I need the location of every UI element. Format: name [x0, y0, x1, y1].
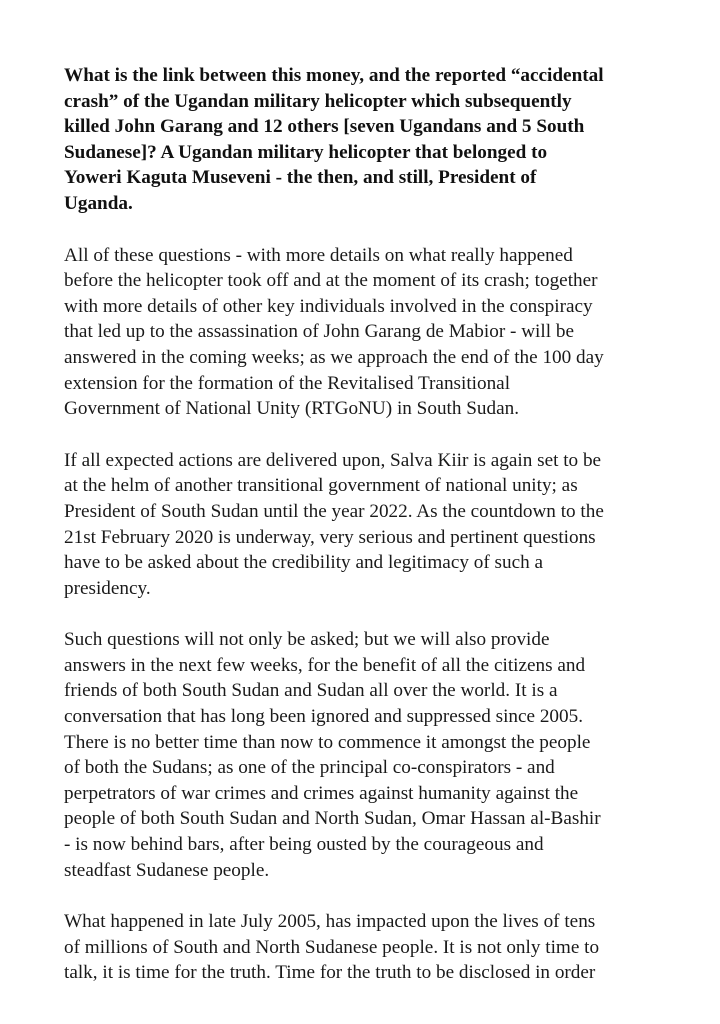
paragraph-line: presidency. — [64, 577, 151, 599]
paragraph-line: answered in the coming weeks; as we approach the end of the 100 day — [64, 346, 604, 368]
paragraph-line: What is the link between this money, and the reported “accidental — [64, 65, 604, 86]
paragraph-line: There is no better time than now to commence it amongst the people — [64, 731, 591, 753]
paragraph-line: Government of National Unity (RTGoNU) in South Sudan. — [64, 398, 520, 420]
paragraph-line: at the helm of another transitional government of national unity; as — [64, 475, 578, 497]
paragraph-line: Uganda. — [64, 192, 133, 214]
paragraph-3 — [64, 448, 680, 602]
paragraph-line: If all expected actions are delivered upon, Salva Kiir is again set to be — [64, 449, 602, 471]
paragraph-line: President of South Sudan until the year 2022. As the countdown to the — [64, 500, 604, 522]
paragraph-line: - is now behind bars, after being ousted by the courageous and — [64, 834, 544, 856]
paragraph-2 — [64, 243, 680, 422]
paragraph-4 — [64, 627, 680, 883]
paragraph-line: that led up to the assassination of John Garang de Mabior - will be — [64, 321, 574, 343]
paragraph-line: of both the Sudans; as one of the principal co-conspirators - and — [64, 757, 555, 779]
paragraph-line: of millions of South and North Sudanese people. It is not only time to — [64, 936, 600, 958]
paragraph-line: with more details of other key individuals involved in the conspiracy — [64, 295, 593, 317]
paragraph-line: 21st February 2020 is underway, very serious and pertinent questions — [64, 526, 596, 548]
paragraph-line: killed John Garang and 12 others [seven Ugandans and 5 South — [64, 116, 585, 138]
paragraph-line: answers in the next few weeks, for the benefit of all the citizens and — [64, 654, 586, 676]
paragraph-line: have to be asked about the credibility and legitimacy of such a — [64, 552, 543, 574]
paragraph-line: steadfast Sudanese people. — [64, 859, 270, 881]
paragraph-line: extension for the formation of the Revitalised Transitional — [64, 372, 511, 394]
paragraph-line: perpetrators of war crimes and crimes against humanity against the — [64, 782, 579, 804]
paragraph-line: talk, it is time for the truth. Time for the truth to be disclosed in order — [64, 962, 596, 984]
paragraph-line: Such questions will not only be asked; but we will also provide — [64, 629, 550, 651]
paragraph-line: Yoweri Kaguta Museveni - the then, and still, President of — [64, 167, 537, 189]
paragraph-5 — [64, 909, 680, 986]
paragraph-line: All of these questions - with more details on what really happened — [64, 244, 573, 266]
paragraph-line: people of both South Sudan and North Sudan, Omar Hassan al-Bashir — [64, 808, 601, 830]
paragraph-line: before the helicopter took off and at the moment of its crash; together — [64, 270, 598, 292]
paragraph-1 — [64, 63, 680, 217]
paragraph-line: conversation that has long been ignored and suppressed since 2005. — [64, 706, 583, 728]
paragraph-line: What happened in late July 2005, has impacted upon the lives of tens — [64, 911, 596, 933]
paragraph-line: Sudanese]? A Ugandan military helicopter that belonged to — [64, 141, 548, 163]
paragraph-line: friends of both South Sudan and Sudan all over the world. It is a — [64, 680, 558, 702]
paragraph-line: crash” of the Ugandan military helicopter which subsequently — [64, 90, 572, 112]
